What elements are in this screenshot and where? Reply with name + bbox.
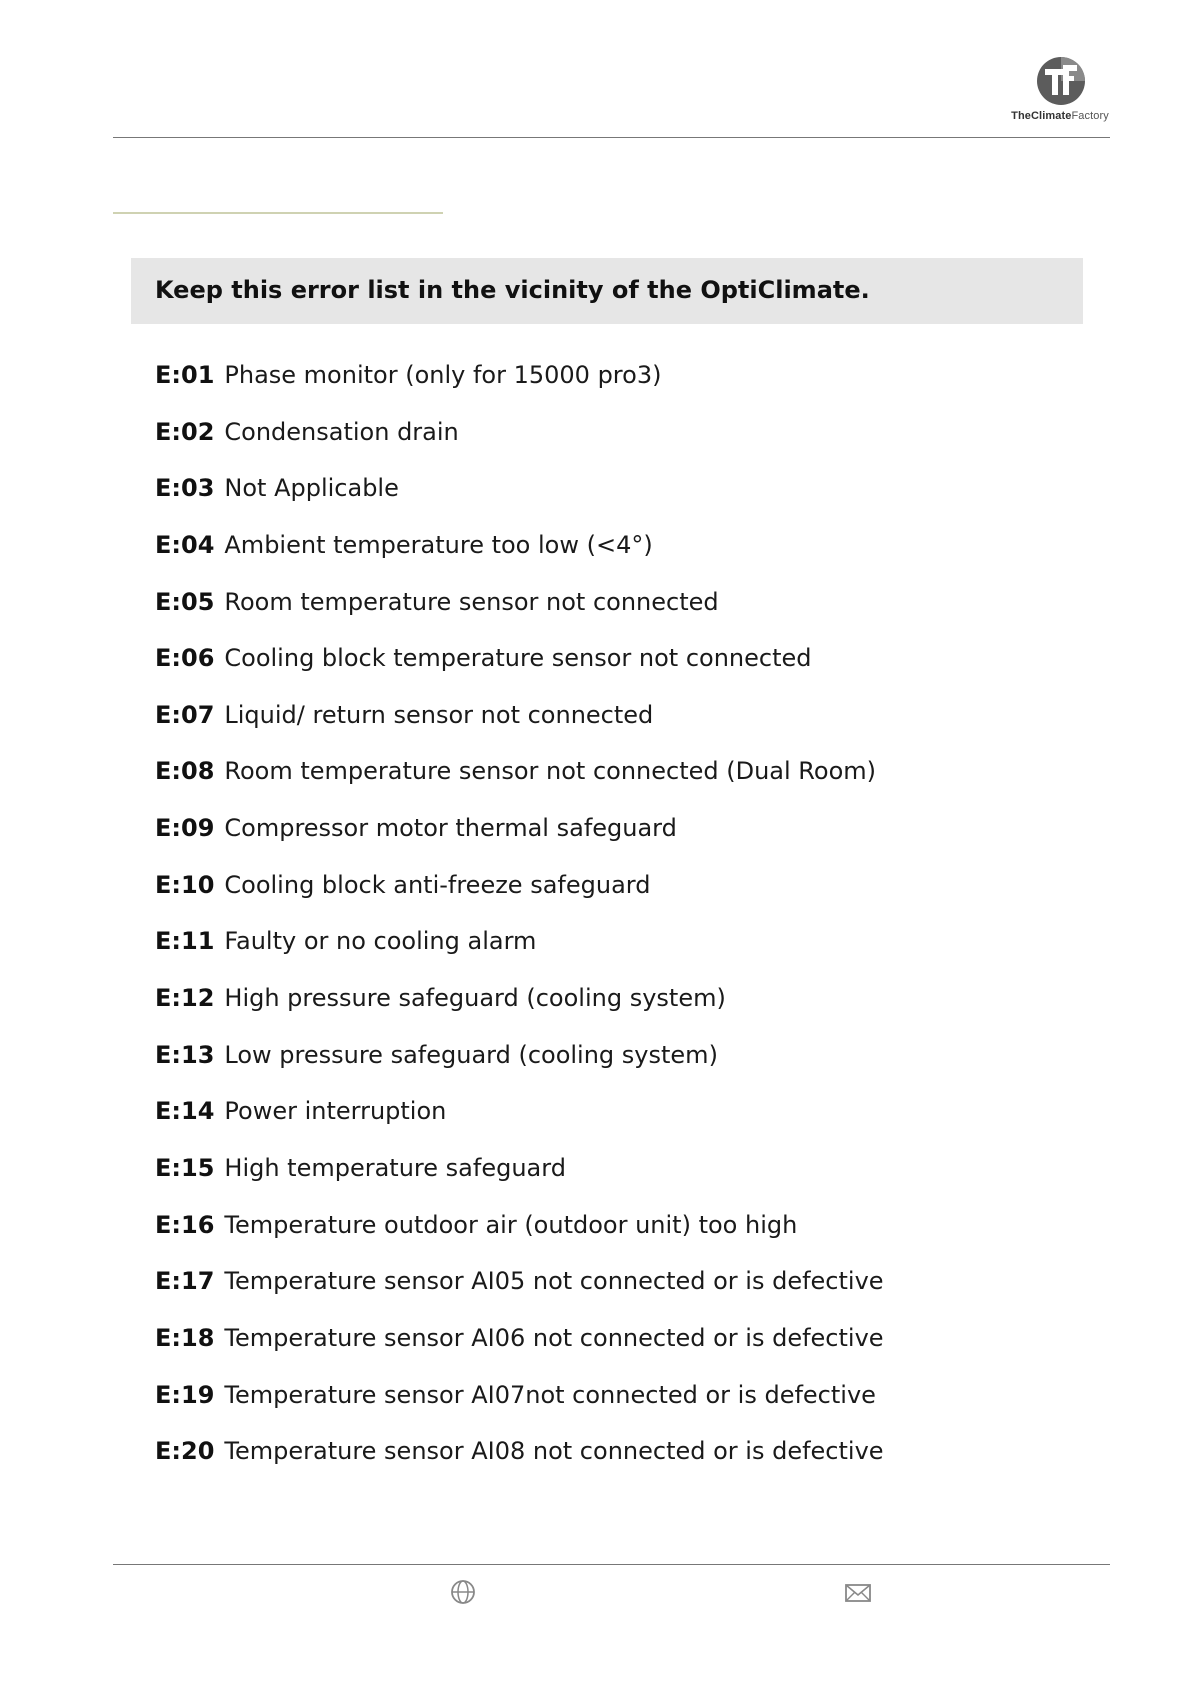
error-code: E:05 <box>155 587 215 616</box>
error-code: E:16 <box>155 1210 215 1239</box>
notice-banner <box>131 258 1083 324</box>
error-description: Room temperature sensor not connected <box>224 587 719 616</box>
notice-text: Keep this error list in the vicinity of the OptiClimate. <box>155 276 870 304</box>
header-divider <box>113 137 1110 138</box>
error-code: E:13 <box>155 1040 215 1069</box>
error-item <box>155 980 1055 1037</box>
error-description: Ambient temperature too low (<4°) <box>224 530 653 559</box>
brand-name-bold: TheClimate <box>1011 110 1072 122</box>
mail-icon[interactable] <box>843 1578 873 1608</box>
error-code: E:03 <box>155 474 215 503</box>
error-item <box>155 1377 1055 1434</box>
error-code: E:10 <box>155 870 215 899</box>
error-description: Phase monitor (only for 15000 pro3) <box>224 361 662 389</box>
error-description: Liquid/ return sensor not connected <box>224 700 654 729</box>
error-code: E:11 <box>155 927 215 956</box>
error-code: E:06 <box>155 644 215 673</box>
error-description: High temperature safeguard <box>224 1153 566 1182</box>
error-item <box>155 1433 1055 1490</box>
error-code: E:14 <box>155 1097 215 1126</box>
error-item <box>155 1207 1055 1264</box>
error-item <box>155 1037 1055 1094</box>
company-name <box>1000 110 1120 122</box>
error-code: E:12 <box>155 984 215 1013</box>
error-list <box>155 357 1055 1490</box>
error-item <box>155 640 1055 697</box>
error-item <box>155 414 1055 471</box>
error-item <box>155 810 1055 867</box>
error-description: Power interruption <box>224 1097 447 1126</box>
error-item <box>155 697 1055 754</box>
error-description: Temperature sensor AI06 not connected or is defective <box>224 1323 884 1352</box>
error-description: Temperature sensor AI05 not connected or is defective <box>224 1267 884 1296</box>
company-logo <box>1000 56 1120 128</box>
error-item <box>155 753 1055 810</box>
error-description: Compressor motor thermal safeguard <box>224 814 677 843</box>
error-description: Temperature sensor AI07not connected or is defective <box>224 1380 876 1409</box>
error-description: Cooling block anti-freeze safeguard <box>224 870 651 899</box>
error-description: Room temperature sensor not connected (Dual Room) <box>224 757 877 786</box>
error-description: Temperature outdoor air (outdoor unit) too high <box>224 1210 798 1239</box>
brand-name-regular: Factory <box>1071 110 1109 122</box>
error-code: E:15 <box>155 1153 215 1182</box>
error-description: Not Applicable <box>224 474 399 503</box>
error-description: Temperature sensor AI08 not connected or is defective <box>224 1437 884 1466</box>
error-description: Condensation drain <box>224 417 459 446</box>
error-item <box>155 1263 1055 1320</box>
tcf-logo-icon <box>1036 56 1086 106</box>
error-item <box>155 470 1055 527</box>
error-item <box>155 1150 1055 1207</box>
error-code: E:02 <box>155 417 215 446</box>
error-code: E:07 <box>155 700 215 729</box>
accent-divider <box>113 212 443 214</box>
error-code: E:08 <box>155 757 215 786</box>
error-description: Low pressure safeguard (cooling system) <box>224 1040 718 1069</box>
error-code: E:19 <box>155 1380 215 1409</box>
footer-divider <box>113 1564 1110 1565</box>
error-description: High pressure safeguard (cooling system) <box>224 984 726 1013</box>
error-description: Cooling block temperature sensor not connected <box>224 644 812 673</box>
error-code: E:18 <box>155 1323 215 1352</box>
error-item <box>155 1093 1055 1150</box>
error-item <box>155 1320 1055 1377</box>
error-code: E:09 <box>155 814 215 843</box>
error-code: E:17 <box>155 1267 215 1296</box>
error-code: E:01 <box>155 361 215 389</box>
error-item <box>155 923 1055 980</box>
error-item <box>155 527 1055 584</box>
error-item <box>155 584 1055 641</box>
error-item <box>155 867 1055 924</box>
error-item <box>155 357 1055 414</box>
error-code: E:04 <box>155 530 215 559</box>
globe-icon[interactable] <box>448 1577 478 1607</box>
error-code: E:20 <box>155 1437 215 1466</box>
error-description: Faulty or no cooling alarm <box>224 927 537 956</box>
